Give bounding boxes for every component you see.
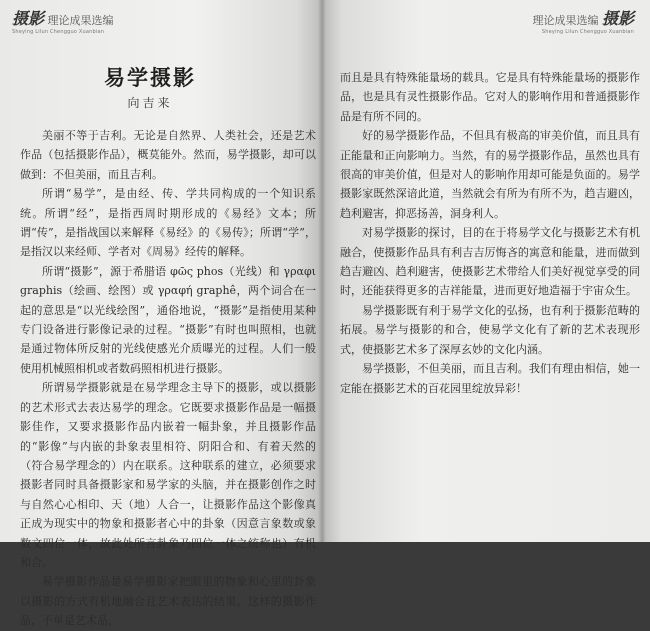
right-body-text <box>340 68 640 398</box>
paragraph: 易学摄影既有利于易学文化的弘扬，也有利于摄影范畴的拓展。易学与摄影的和合，使易学文化有了新的艺术表现形式，使摄影艺术多了深厚玄妙的文化内涵。 <box>340 303 640 356</box>
right-running-head <box>532 6 634 35</box>
article-title: 易学摄影 <box>104 65 196 90</box>
running-head-subtitle: Sheying Lilun Chengguo Xuanbian <box>541 29 634 35</box>
paragraph: 所谓“摄影”，源于希腊语 φῶς phos（光线）和 γραφι graphis（绘画、绘图）或 γραφή graphê，两个词合在一起的意思是“以光线绘图”，通俗地说，“摄影”是指使用某种专门设备进行影像记录的过程。“摄影”有时也叫照相，也就是通过物体所反射的光线使感光介质曝光的过程。人们一般使用机械照相机或者数码照相机进行摄影。 <box>20 264 316 375</box>
paragraph: 所谓“易学”，是由经、传、学共同构成的一个知识系统。所谓“经”，是指西周时期形成的《易经》文本；所谓“传”，是指战国以来解释《易经》的《易传》；所谓“学”，是指汉以来经师、学者对《周易》经传的解释。 <box>20 187 316 259</box>
paragraph: 对易学摄影的探讨，目的在于将易学文化与摄影艺术有机融合，使摄影作品具有利吉吉厉悔吝的寓意和能量，进而做到趋吉避凶、趋利避害，使摄影艺术带给人们美好视觉享受的同时，还能获得更多的吉祥能量，进而更好地造福于宇宙众生。 <box>340 226 640 298</box>
paragraph: 易学摄影作品是易学摄影家把眼里的物象和心里的卦象以摄影的方式有机地融合且艺术表达的结果。这样的摄影作品，不单是艺术品， <box>20 575 316 628</box>
book-spine-shadow <box>318 0 326 542</box>
left-page <box>0 0 322 628</box>
running-head-title: 理论成果选编 <box>532 14 599 27</box>
paragraph: 易学摄影，不但美丽，而且吉利。我们有理由相信，她一定能在摄影艺术的百花园里绽放异彩！ <box>340 362 640 395</box>
right-page <box>322 0 650 542</box>
left-body-text <box>20 126 316 631</box>
article-author: 向吉来 <box>127 96 173 110</box>
paragraph: 而且是具有特殊能量场的载具。它是具有特殊能量场的摄影作品，也是具有灵性摄影作品。它对人的影响作用和普通摄影作品是有所不同的。 <box>340 71 640 123</box>
running-head-subtitle: Sheying Lilun Chengguo Xuanbian <box>12 29 105 35</box>
paragraph: 好的易学摄影作品，不但具有极高的审美价值，而且具有正能量和正向影响力。当然，有的易学摄影作品，虽然也具有很高的审美价值，但是对人的影响作用却可能是负面的。易学摄影家既然深谙此道，当然就会有所为有所不为，趋吉避凶，趋利避害，抑恶扬善，洞身利人。 <box>340 129 640 220</box>
running-head-mark: 摄影 <box>12 9 45 28</box>
left-running-head <box>12 6 114 35</box>
paragraph: 美丽不等于吉利。无论是自然界、人类社会，还是艺术作品（包括摄影作品），概莫能外。然而，易学摄影，却可以做到：不但美丽，而且吉利。 <box>20 129 316 181</box>
running-head-mark: 摄影 <box>601 9 634 28</box>
running-head-title: 理论成果选编 <box>47 14 114 27</box>
paragraph: 所谓易学摄影就是在易学理念主导下的摄影，或以摄影的艺术形式去表达易学的理念。它既要求摄影作品是一幅摄影佳作，又要求摄影作品内嵌着一幅卦象，并且摄影作品的“影像”与内嵌的卦象表里相符、阴阳合和、有着天然的（符合易学理念的）内在联系。这种联系的建立，必须要求摄影者同时具备摄影家和易学家的头脑，并在摄影创作之时与自然心心相印、天（地）人合一，让摄影作品这个影像真正成为现实中的物象和摄影者心中的卦象（因意言象数或象数文四位一体，故此处所言卦象乃四位一体之统称也）有机和合。 <box>20 381 316 569</box>
